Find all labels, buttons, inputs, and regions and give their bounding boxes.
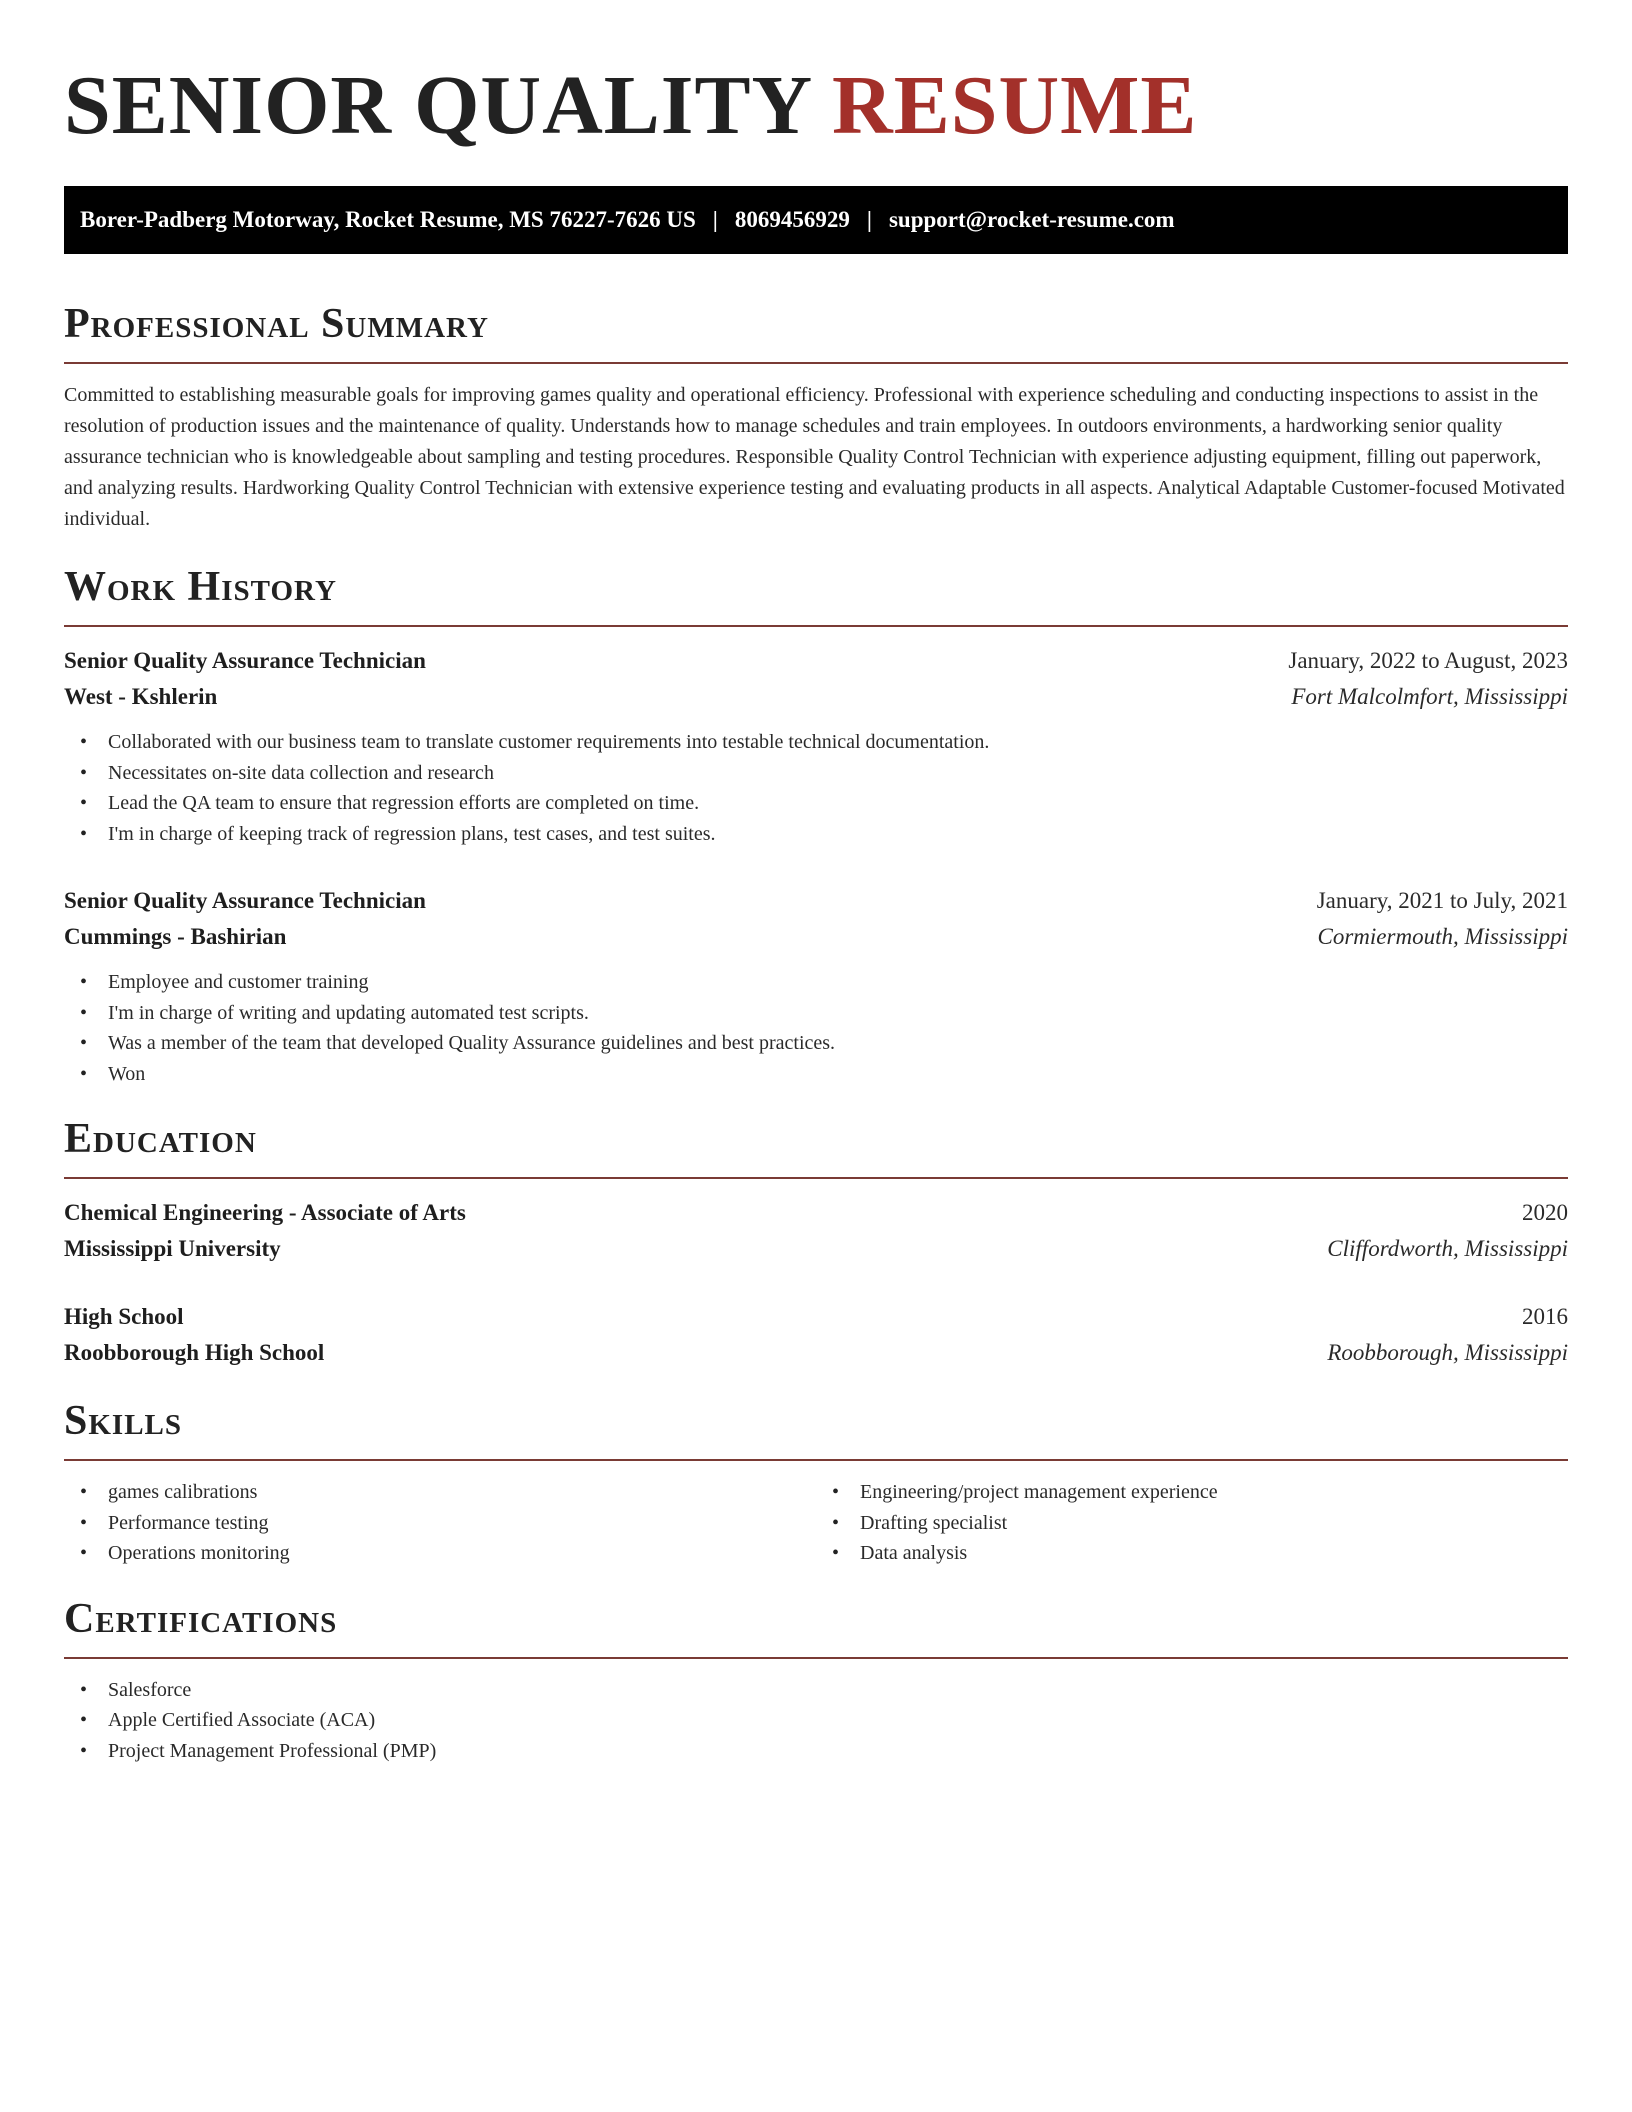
title-accent: RESUME <box>832 59 1198 152</box>
skill-item: • Data analysis <box>816 1538 1568 1569</box>
education-header-row <box>64 1299 1568 1335</box>
education-year: 2020 <box>1522 1200 1568 1225</box>
list-item: • Won <box>64 1059 1568 1090</box>
section-heading: Education <box>64 1116 257 1162</box>
section-divider <box>64 1177 1568 1179</box>
job-title: Senior Quality Assurance Technician <box>64 648 426 673</box>
job-bullets <box>64 967 1568 1089</box>
job-location: Fort Malcolmfort, Mississippi <box>1291 684 1568 709</box>
job-bullets <box>64 727 1568 849</box>
education-school-row <box>64 1335 1568 1371</box>
job-entry <box>64 643 1568 849</box>
work-history-section <box>64 563 1568 1089</box>
section-divider <box>64 1459 1568 1461</box>
list-item: • Lead the QA team to ensure that regression efforts are completed on time. <box>64 788 1568 819</box>
education-school-row <box>64 1231 1568 1267</box>
education-entry <box>64 1195 1568 1267</box>
job-company: West - Kshlerin <box>64 684 218 709</box>
certification-item: • Project Management Professional (PMP) <box>64 1736 1568 1767</box>
education-degree: Chemical Engineering - Associate of Arts <box>64 1200 466 1225</box>
skills-columns <box>64 1477 1568 1569</box>
section-heading: Work History <box>64 564 337 610</box>
education-section <box>64 1115 1568 1371</box>
list-item: • I'm in charge of writing and updating automated test scripts. <box>64 998 1568 1029</box>
skill-item: • Performance testing <box>64 1508 816 1539</box>
title-main: SENIOR QUALITY <box>64 59 811 152</box>
job-company-row <box>64 919 1568 955</box>
contact-bar <box>64 186 1568 254</box>
skill-item: • games calibrations <box>64 1477 816 1508</box>
job-entry <box>64 883 1568 1089</box>
education-year: 2016 <box>1522 1304 1568 1329</box>
list-item: • I'm in charge of keeping track of regression plans, test cases, and test suites. <box>64 819 1568 850</box>
job-dates: January, 2022 to August, 2023 <box>1288 648 1568 673</box>
job-title: Senior Quality Assurance Technician <box>64 888 426 913</box>
job-header-row <box>64 883 1568 919</box>
contact-address: Borer-Padberg Motorway, Rocket Resume, MS 76227-7626 US <box>80 207 696 232</box>
job-location: Cormiermouth, Mississippi <box>1317 924 1568 949</box>
certification-item: • Salesforce <box>64 1675 1568 1706</box>
contact-separator: | <box>712 207 718 232</box>
education-school: Mississippi University <box>64 1236 281 1261</box>
professional-summary-section <box>64 300 1568 535</box>
education-location: Roobborough, Mississippi <box>1327 1340 1568 1365</box>
section-heading: Professional Summary <box>64 301 489 347</box>
education-degree: High School <box>64 1304 184 1329</box>
list-item: • Was a member of the team that developed Quality Assurance guidelines and best practices. <box>64 1028 1568 1059</box>
list-item: • Employee and customer training <box>64 967 1568 998</box>
skill-item: • Operations monitoring <box>64 1538 816 1569</box>
contact-phone: 8069456929 <box>734 207 850 232</box>
skills-list-left <box>64 1477 816 1569</box>
section-divider <box>64 625 1568 627</box>
section-divider <box>64 362 1568 364</box>
certification-item: • Apple Certified Associate (ACA) <box>64 1705 1568 1736</box>
job-company: Cummings - Bashirian <box>64 924 287 949</box>
skill-item: • Drafting specialist <box>816 1508 1568 1539</box>
certifications-list <box>64 1675 1568 1767</box>
section-heading: Certifications <box>64 1595 338 1642</box>
summary-text: Committed to establishing measurable goals for improving games quality and operational efficiency. Professional with experience scheduling and conducting inspections to assist in the resolution of production issues and the maintenance of quality. Understands how to manage schedules and train employees. In outdoors environments, a hardworking senior quality assurance technician who is knowledgeable about sampling and testing procedures. Responsible Quality Control Technician with experience adjusting equipment, filling out paperwork, and analyzing results. Hardworking Quality Control Technician with extensive experience testing and evaluating products in all aspects. Analytical Adaptable Customer-focused Motivated individual. <box>64 384 1565 530</box>
education-header-row <box>64 1195 1568 1231</box>
job-dates: January, 2021 to July, 2021 <box>1316 888 1568 913</box>
contact-separator: | <box>866 207 872 232</box>
section-divider <box>64 1657 1568 1659</box>
skill-item: • Engineering/project management experience <box>816 1477 1568 1508</box>
education-location: Cliffordworth, Mississippi <box>1327 1236 1568 1261</box>
skills-list-right <box>816 1477 1568 1569</box>
certifications-section <box>64 1595 1568 1767</box>
resume-title <box>64 0 1568 154</box>
education-entry <box>64 1299 1568 1371</box>
job-company-row <box>64 679 1568 715</box>
list-item: • Necessitates on-site data collection and research <box>64 758 1568 789</box>
job-header-row <box>64 643 1568 679</box>
skills-section <box>64 1397 1568 1569</box>
contact-email: support@rocket-resume.com <box>888 207 1175 232</box>
list-item: • Collaborated with our business team to translate customer requirements into testable technical documentation. <box>64 727 1568 758</box>
section-heading: Skills <box>64 1398 183 1444</box>
education-school: Roobborough High School <box>64 1340 325 1365</box>
